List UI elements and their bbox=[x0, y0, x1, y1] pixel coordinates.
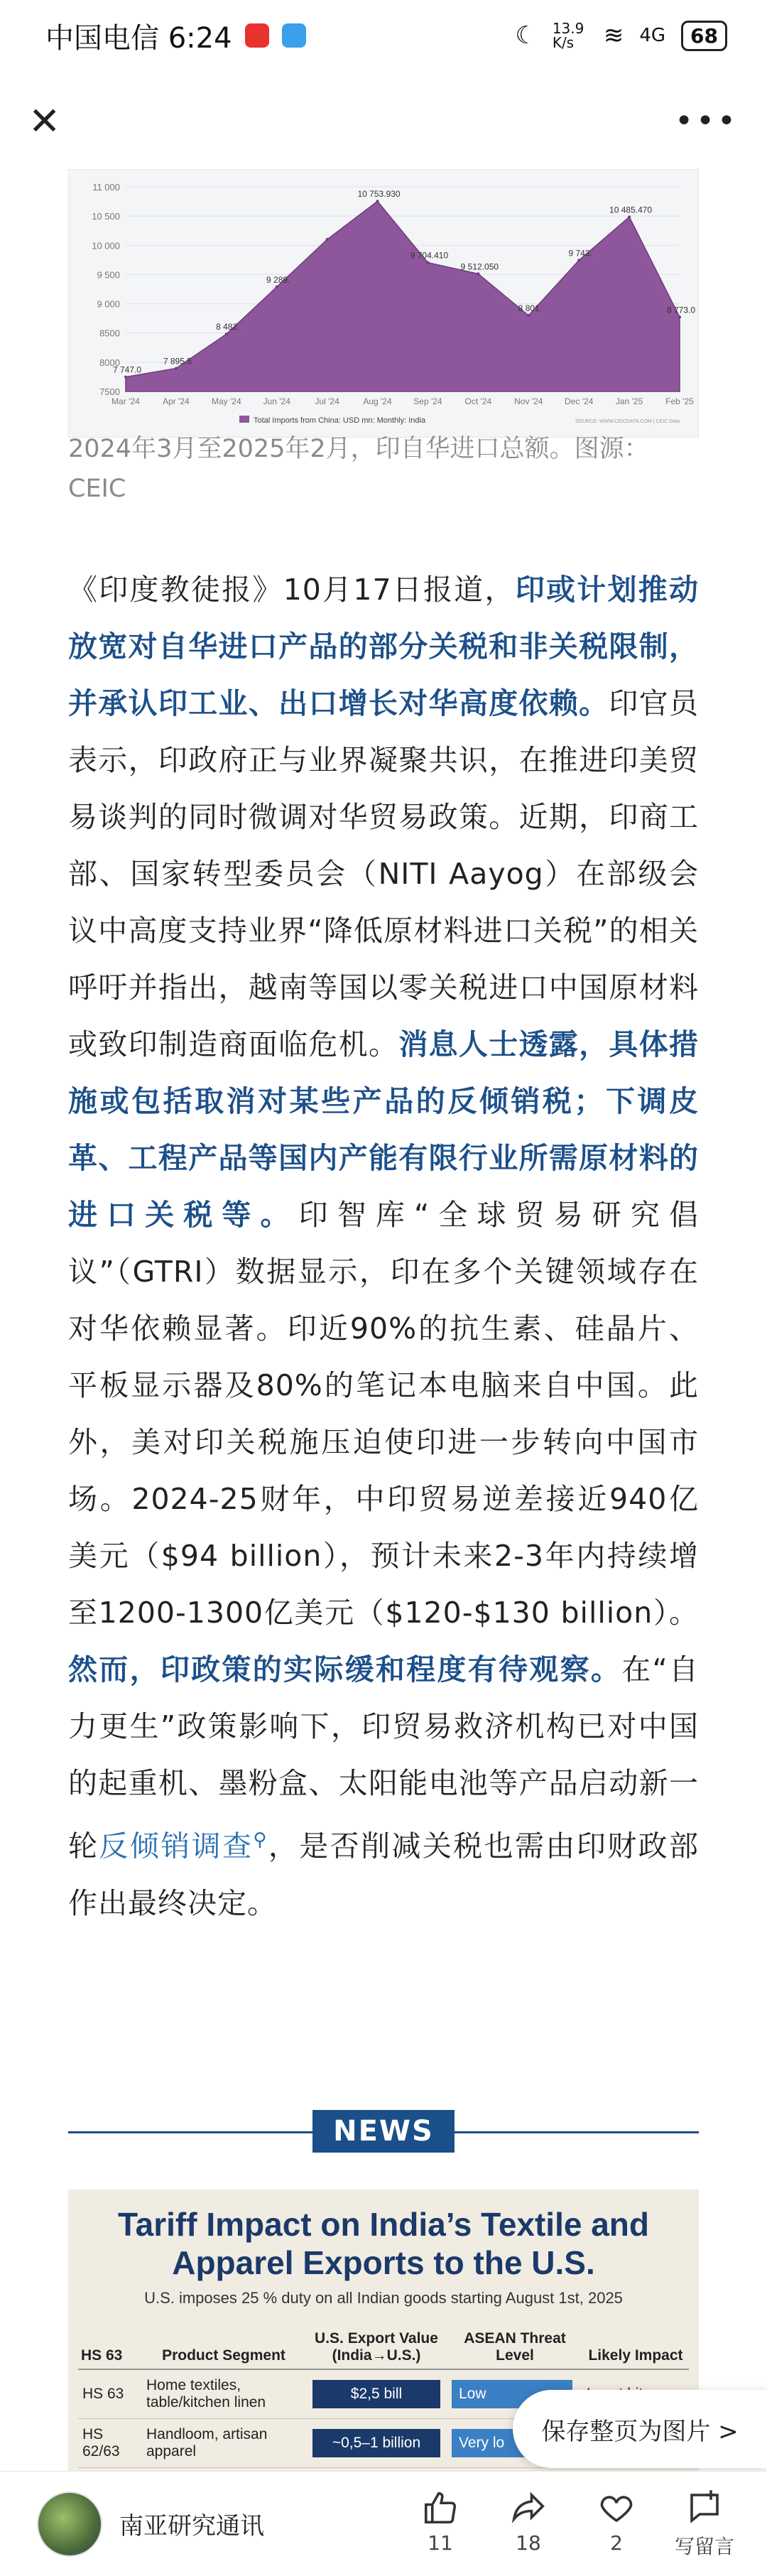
threat-level: Very lo bbox=[452, 2429, 572, 2457]
notification-app-icon bbox=[245, 23, 269, 48]
article-highlight: 消息人士透露，具体措施或包括取消对某些产品的反倾销税；下调皮革、工程产品等国内产能有限行业所需原材料的进口关税等。 bbox=[68, 1027, 700, 1232]
x-tick-label: Jun '24 bbox=[263, 396, 290, 406]
top-nav bbox=[0, 78, 767, 163]
data-point bbox=[426, 261, 429, 264]
column-header: HS 63 bbox=[78, 2326, 142, 2369]
news-divider bbox=[68, 2110, 699, 2153]
data-label: 10 753.930 bbox=[357, 189, 401, 200]
moon-icon: ☾ bbox=[515, 21, 537, 50]
product-segment: Handloom, artisan apparel bbox=[142, 2419, 305, 2468]
x-tick-label: Mar '24 bbox=[111, 396, 140, 406]
chart-caption: 2024年3月至2025年2月，印自华进口总额。图源：CEIC bbox=[68, 435, 649, 503]
data-label: 9 289. bbox=[266, 274, 290, 285]
data-label: 9 704.410 bbox=[410, 250, 449, 261]
y-tick-label: 8000 bbox=[99, 357, 120, 368]
y-tick-label: 11 000 bbox=[92, 182, 120, 193]
comment-plus-icon bbox=[685, 2489, 724, 2527]
status-bar bbox=[0, 0, 767, 71]
data-label: 9 512.050 bbox=[460, 261, 499, 272]
share-count: 18 bbox=[516, 2531, 541, 2555]
data-label: 9 743. bbox=[568, 248, 592, 259]
data-point bbox=[678, 315, 681, 318]
y-tick-label: 7500 bbox=[99, 386, 120, 397]
area-series bbox=[126, 201, 680, 391]
export-value: $2,5 bill bbox=[312, 2380, 440, 2408]
column-header: Product Segment bbox=[142, 2326, 305, 2369]
favorite-button[interactable] bbox=[582, 2489, 651, 2560]
data-point bbox=[628, 215, 631, 218]
data-point bbox=[527, 314, 530, 317]
data-point bbox=[326, 238, 329, 241]
data-point bbox=[376, 200, 379, 202]
share-button[interactable] bbox=[494, 2489, 562, 2560]
data-point bbox=[477, 272, 479, 275]
chart-svg bbox=[69, 170, 700, 438]
article-text: 印官员表示，印政府正与业界凝聚共识，在推进印美贸易谈判的同时微调对华贸易政策。近期，印商工部、国家转型委员会（NITI Aayog）在部级会议中高度支持业界“降低原材料进口关税”的相关呼吁并指出，越南等国以零关税进口中国原材料或致印制造商面临危机。 bbox=[68, 686, 700, 1061]
like-count: 11 bbox=[428, 2531, 453, 2555]
bottom-bar bbox=[0, 2471, 767, 2576]
y-tick-label: 8500 bbox=[99, 328, 120, 339]
carrier-time: 中国电信 6:24 bbox=[45, 21, 232, 55]
x-tick-label: Jul '24 bbox=[315, 396, 339, 406]
thumbs-up-icon bbox=[421, 2489, 459, 2527]
x-tick-label: Aug '24 bbox=[363, 396, 392, 406]
data-label: 8 773.0 bbox=[666, 305, 696, 315]
account-name[interactable]: 南亚研究通讯 bbox=[119, 2512, 264, 2540]
product-segment: Home textiles, table/kitchen linen bbox=[142, 2369, 305, 2419]
data-label: 8 482. bbox=[216, 322, 240, 332]
network-type: 4G bbox=[639, 25, 666, 46]
hs-code: HS 63 bbox=[78, 2369, 142, 2419]
column-header: Likely Impact bbox=[582, 2326, 689, 2369]
legend-label: Total Imports from China: USD mn: Monthly: India bbox=[254, 416, 426, 425]
x-tick-label: Feb '25 bbox=[665, 396, 694, 406]
y-tick-label: 9 500 bbox=[97, 269, 120, 281]
data-point bbox=[577, 259, 580, 261]
comment-label: 写留言 bbox=[674, 2534, 734, 2558]
account-avatar[interactable] bbox=[37, 2491, 102, 2557]
article-highlight: 印或计划推动放宽对自华进口产品的部分关税和非关税限制，并承认印工业、出口增长对华高度依赖。 bbox=[68, 573, 700, 720]
x-tick-label: Sep '24 bbox=[413, 396, 442, 406]
wifi-icon: ≋ bbox=[603, 21, 624, 50]
heart-icon bbox=[597, 2489, 636, 2527]
article-body bbox=[68, 561, 699, 1932]
y-tick-label: 10 500 bbox=[92, 211, 120, 222]
hs-code: HS 62/63 bbox=[78, 2419, 142, 2468]
anti-dumping-link[interactable]: 反倾销调查 bbox=[99, 1829, 254, 1863]
x-tick-label: Dec '24 bbox=[565, 396, 594, 406]
infographic-subtitle: U.S. imposes 25 % duty on all Indian goods starting August 1st, 2025 bbox=[144, 2289, 623, 2307]
article-text: ，是否削减关税也需由印财政部作出最终决定。 bbox=[68, 1829, 700, 1920]
y-tick-label: 10 000 bbox=[92, 240, 120, 251]
x-tick-label: Nov '24 bbox=[514, 396, 543, 406]
more-options-icon[interactable]: ••• bbox=[675, 102, 739, 139]
article-text: 在“自力更生”政策影响下，印贸易救济机构已对中国的起重机、墨粉盒、太阳能电池等产品启动新一轮 bbox=[68, 1652, 700, 1863]
column-header: ASEAN Threat Level bbox=[447, 2326, 582, 2369]
save-page-as-image-button[interactable]: 保存整页为图片 > bbox=[513, 2390, 767, 2468]
data-label: 7 747.0 bbox=[112, 364, 142, 375]
article-text: 印智库“全球贸易研究倡议”（GTRI）数据显示，印在多个关键领域存在对华依赖显著。印近90%的抗生素、硅晶片、平板显示器及80%的笔记本电脑来自中国。此外，美对印关税施压迫使印进一步转向中国市场。2024-25财年，中印贸易逆差接近940亿美元（$94 billion），预计未来2-3年内持续增至1200-1300亿美元（$120-$130 billion）。 bbox=[68, 1198, 699, 1630]
search-icon[interactable]: ⚲ bbox=[253, 1829, 268, 1851]
network-speed: 13.9 K/s bbox=[552, 20, 584, 51]
legend-swatch bbox=[239, 416, 249, 423]
imports-chart bbox=[68, 169, 699, 438]
data-label: 8 801. bbox=[518, 303, 542, 314]
y-tick-label: 9 000 bbox=[97, 298, 120, 310]
x-tick-label: Apr '24 bbox=[163, 396, 190, 406]
data-point bbox=[276, 286, 278, 288]
x-tick-label: Jan '25 bbox=[615, 396, 643, 406]
data-point bbox=[225, 332, 228, 335]
share-arrow-icon bbox=[509, 2489, 548, 2527]
battery-indicator: 68 bbox=[681, 21, 727, 51]
x-tick-label: May '24 bbox=[211, 396, 241, 406]
data-point bbox=[175, 367, 178, 369]
data-label: 10 485.470 bbox=[609, 205, 653, 215]
like-button[interactable] bbox=[406, 2489, 474, 2560]
comment-button[interactable] bbox=[670, 2489, 739, 2560]
close-icon[interactable]: ✕ bbox=[28, 98, 61, 144]
infographic-title: Tariff Impact on India’s Textile and Apparel Exports to the U.S. bbox=[117, 2206, 650, 2281]
notification-app-icon bbox=[282, 23, 306, 48]
x-tick-label: Oct '24 bbox=[464, 396, 492, 406]
export-value: ~0,5–1 billion bbox=[312, 2429, 440, 2457]
threat-level: Low bbox=[452, 2380, 572, 2408]
article-highlight: 然而，印政策的实际缓和程度有待观察。 bbox=[68, 1652, 622, 1687]
news-badge: NEWS bbox=[312, 2110, 455, 2153]
data-label: 7 895.5 bbox=[163, 356, 192, 367]
column-header: U.S. Export Value (India→U.S.) bbox=[305, 2326, 447, 2369]
favorite-count: 2 bbox=[610, 2531, 623, 2555]
table-header-row bbox=[78, 2326, 689, 2369]
data-point bbox=[124, 376, 127, 379]
article-text: 《印度教徒报》10月17日报道， bbox=[68, 573, 516, 607]
chart-source: SOURCE: WWW.CEICDATA.COM | CEIC Data bbox=[575, 419, 680, 424]
